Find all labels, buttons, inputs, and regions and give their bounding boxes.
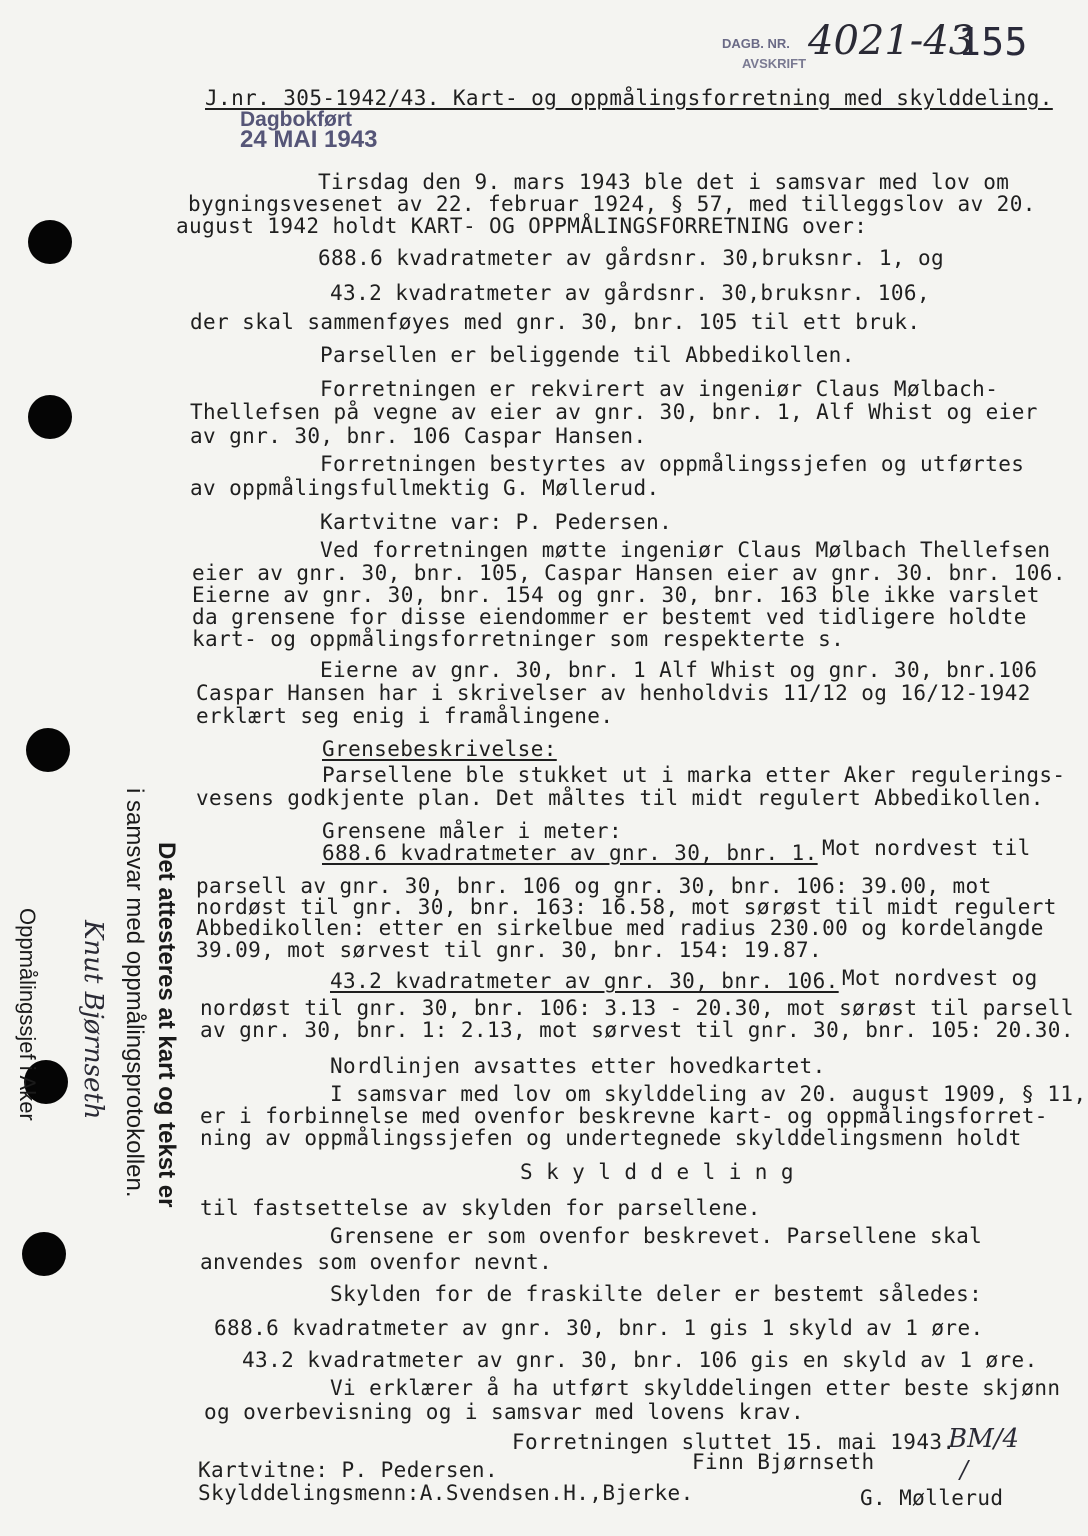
text-line: Forretningen er rekvirert av ingeniør Claus Mølbach- bbox=[320, 377, 999, 401]
stamp-signature: Knut Bjørnseth bbox=[78, 920, 108, 1120]
text-line: Skylddelingsmenn:A.Svendsen.H.,Bjerke. bbox=[198, 1481, 694, 1505]
avskrift-stamp: AVSKRIFT bbox=[742, 56, 807, 71]
text-line: Abbedikollen: etter en sirkelbue med radius 230.00 og kordelangde bbox=[196, 916, 1044, 940]
text-line: Tirsdag den 9. mars 1943 ble det i samsvar med lov om bbox=[318, 170, 1010, 194]
text-line: Eierne av gnr. 30, bnr. 1 Alf Whist og gnr. 30, bnr.106 bbox=[320, 658, 1038, 682]
text-line: ning av oppmålingssjefen og undertegnede skylddelingsmenn holdt bbox=[200, 1126, 1022, 1150]
text-line: av gnr. 30, bnr. 106 Caspar Hansen. bbox=[190, 424, 647, 448]
attestation-stamp-line2: i samsvar med oppmålingsprotokollen. bbox=[121, 788, 148, 1198]
handwritten-mark: / bbox=[960, 1456, 969, 1484]
punch-hole bbox=[26, 728, 70, 772]
stamp-title: Oppmålingssjef i Aker bbox=[15, 908, 40, 1121]
text-line: 688.6 kvadratmeter av gårdsnr. 30,bruksnr. 1, og bbox=[318, 246, 945, 270]
text-line: eier av gnr. 30, bnr. 105, Caspar Hansen eier av gnr. 30. bnr. 106. bbox=[192, 561, 1066, 585]
text-line: anvendes som ovenfor nevnt. bbox=[200, 1250, 553, 1274]
section-heading: Grensebeskrivelse: bbox=[322, 737, 557, 761]
text-line: vesens godkjente plan. Det måltes til midt regulert Abbedikollen. bbox=[196, 786, 1044, 810]
punch-hole bbox=[22, 1232, 66, 1276]
text-line: Ved forretningen møtte ingeniør Claus Mølbach Thellefsen bbox=[320, 538, 1051, 562]
text-line: av oppmålingsfullmektig G. Møllerud. bbox=[190, 476, 660, 500]
handwritten-number: 4021-43 bbox=[808, 18, 975, 64]
dagb-nr-stamp: DAGB. NR. bbox=[722, 36, 790, 51]
punch-hole bbox=[28, 395, 72, 439]
text-line: av gnr. 30, bnr. 1: 2.13, mot sørvest til gnr. 30, bnr. 105: 20.30. bbox=[200, 1018, 1074, 1042]
journal-title: J.nr. 305-1942/43. Kart- og oppmålingsforretning med skylddeling. bbox=[205, 86, 1053, 110]
text-line: Forretningen bestyrtes av oppmålingssjefen og utførtes bbox=[320, 452, 1025, 476]
text-line: parsell av gnr. 30, bnr. 106 og gnr. 30, bnr. 106: 39.00, mot bbox=[196, 874, 992, 898]
text-line: nordøst til gnr. 30, bnr. 106: 3.13 - 20.30, mot sørøst til parsell bbox=[200, 996, 1074, 1020]
text-line: Mot nordvest og bbox=[842, 966, 1038, 990]
parcel-heading: 43.2 kvadratmeter av gnr. 30, bnr. 106. bbox=[330, 969, 839, 993]
text-line: Grensene måler i meter: bbox=[322, 819, 622, 843]
text-line: Parsellene ble stukket ut i marka etter Aker regulerings- bbox=[322, 763, 1066, 787]
handwritten-initials: BM/4 bbox=[948, 1424, 1020, 1454]
text-line: og overbevisning og i samsvar med lovens krav. bbox=[204, 1400, 804, 1424]
text-line: Parsellen er beliggende til Abbedikollen. bbox=[320, 343, 855, 367]
text-line: Vi erklærer å ha utført skylddelingen etter beste skjønn bbox=[330, 1376, 1061, 1400]
text-line: Kartvitne var: P. Pedersen. bbox=[320, 510, 673, 534]
text-line: 43.2 kvadratmeter av gnr. 30, bnr. 106 gis en skyld av 1 øre. bbox=[242, 1348, 1038, 1372]
dagbokfort-stamp: Dagbokført bbox=[240, 108, 352, 131]
text-line: 39.09, mot sørvest til gnr. 30, bnr. 154: 19.87. bbox=[196, 938, 823, 962]
text-line: Mot nordvest til bbox=[822, 836, 1031, 860]
text-line: I samsvar med lov om skylddeling av 20. august 1909, § 11, bbox=[330, 1082, 1087, 1106]
text-line: nordøst til gnr. 30, bnr. 163: 16.58, mot sørøst til midt regulert bbox=[196, 895, 1057, 919]
text-line: der skal sammenføyes med gnr. 30, bnr. 105 til ett bruk. bbox=[190, 310, 921, 334]
date-stamp: 24 MAI 1943 bbox=[240, 126, 378, 153]
text-line: Kartvitne: P. Pedersen. bbox=[198, 1458, 498, 1482]
text-line: til fastsettelse av skylden for parsellene. bbox=[200, 1196, 761, 1220]
parcel-heading: 688.6 kvadratmeter av gnr. 30, bnr. 1. bbox=[322, 841, 818, 865]
text-line: kart- og oppmålingsforretninger som respekterte s. bbox=[192, 627, 845, 651]
page-number: 155 bbox=[958, 20, 1028, 64]
text-line: Grensene er som ovenfor beskrevet. Parsellene skal bbox=[330, 1224, 983, 1248]
punch-hole bbox=[28, 220, 72, 264]
text-line: da grensene for disse eiendommer er bestemt ved tidligere holdte bbox=[192, 605, 1027, 629]
text-line: Eierne av gnr. 30, bnr. 154 og gnr. 30, bnr. 163 ble ikke varslet bbox=[192, 583, 1040, 607]
skylddeling-heading: S k y l d d e l i n g bbox=[520, 1160, 794, 1184]
text-line: 688.6 kvadratmeter av gnr. 30, bnr. 1 gis 1 skyld av 1 øre. bbox=[214, 1316, 984, 1340]
text-line: Skylden for de fraskilte deler er bestemt således: bbox=[330, 1282, 983, 1306]
signature-name: G. Møllerud bbox=[860, 1486, 1004, 1510]
text-line: erklært seg enig i framålingene. bbox=[196, 704, 614, 728]
text-line: Caspar Hansen har i skrivelser av henholdvis 11/12 og 16/12-1942 bbox=[196, 681, 1031, 705]
text-line: Forretningen sluttet 15. mai 1943. bbox=[512, 1430, 956, 1454]
text-line: bygningsvesenet av 22. februar 1924, § 57, med tilleggslov av 20. bbox=[188, 192, 1036, 216]
attestation-stamp-line1: Det attesteres at kart og tekst er bbox=[153, 842, 180, 1208]
signature-name: Finn Bjørnseth bbox=[692, 1450, 875, 1474]
text-line: 43.2 kvadratmeter av gårdsnr. 30,bruksnr. 106, bbox=[330, 281, 930, 305]
text-line: Nordlinjen avsattes etter hovedkartet. bbox=[330, 1054, 826, 1078]
text-line: august 1942 holdt KART- OG OPPMÅLINGSFORRETNING over: bbox=[176, 214, 868, 238]
text-line: Thellefsen på vegne av eier av gnr. 30, bnr. 1, Alf Whist og eier bbox=[190, 400, 1038, 424]
text-line: er i forbinnelse med ovenfor beskrevne kart- og oppmålingsforret- bbox=[200, 1104, 1048, 1128]
